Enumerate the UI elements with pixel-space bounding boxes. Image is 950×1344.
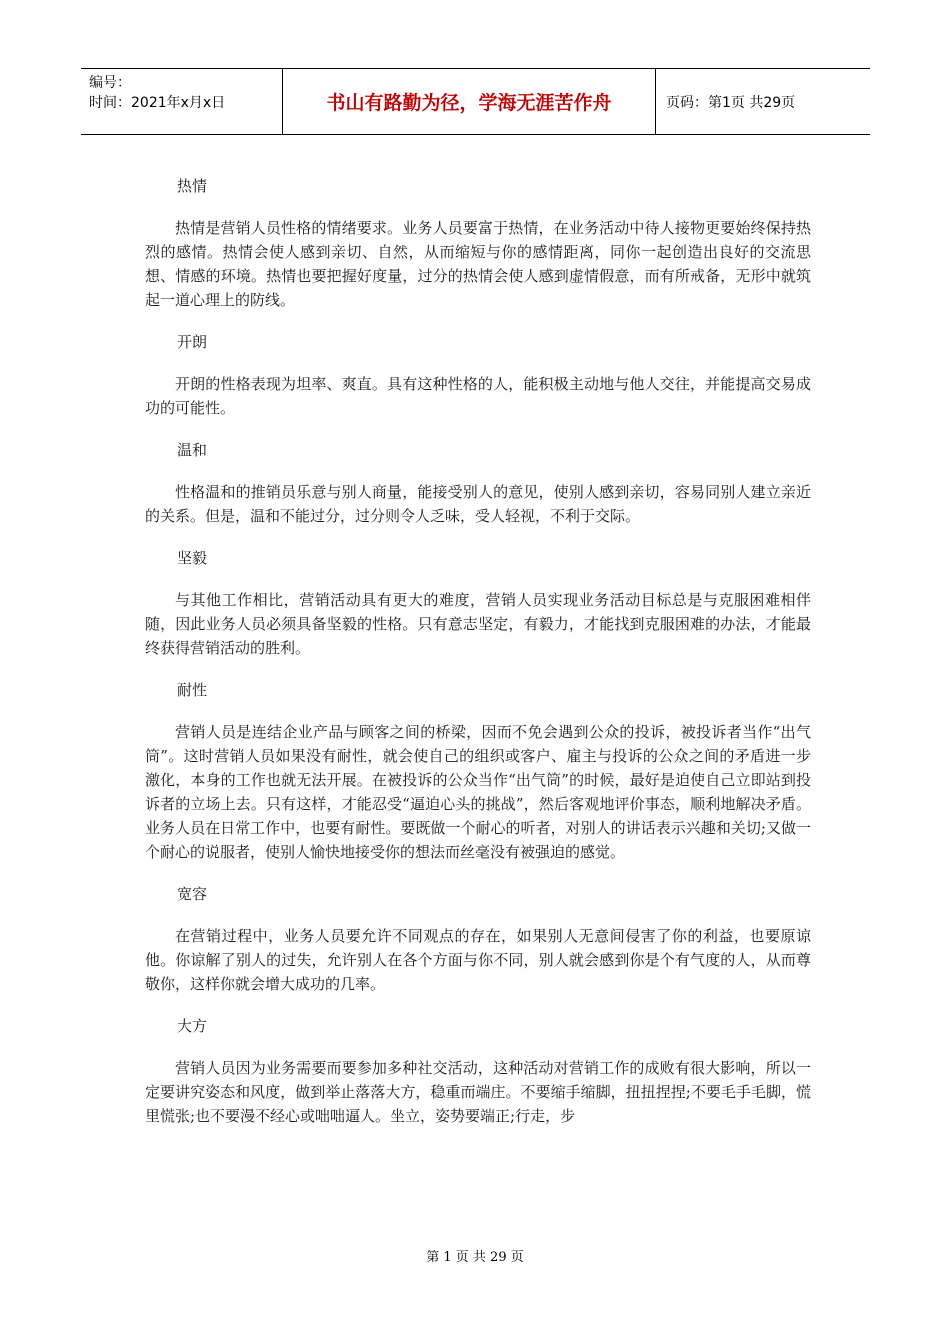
- section-heading: 开朗: [177, 333, 208, 351]
- section-paragraph: 营销人员是连结企业产品与顾客之间的桥梁，因而不免会遇到公众的投诉，被投诉者当作“出气筒”。这时营销人员如果没有耐性，就会使自己的组织或客户、雇主与投诉的公众之间的矛盾进一步激化，本身的工作也就无法开展。在被投诉的公众当作“出气筒”的时候，最好是迫使自己立即站到投诉者的立场上去。只有这样，才能忍受“逼迫心头的挑战”，然后客观地评价事态，顺利地解决矛盾。业务人员在日常工作中，也要有耐性。要既做一个耐心的听者，对别人的讲话表示兴趣和关切;又做一个耐心的说服者，使别人愉快地接受你的想法而丝毫没有被强迫的感觉。: [145, 723, 811, 861]
- section-generous: [145, 1014, 811, 1128]
- section-tolerance: [145, 882, 811, 996]
- section-heading: 热情: [177, 177, 208, 195]
- header-meta: [81, 69, 283, 134]
- document-date: 时间：2021年x月x日: [89, 95, 226, 111]
- section-heading: 宽容: [177, 885, 208, 903]
- section-heading: 大方: [177, 1017, 208, 1035]
- section-heading: 耐性: [177, 681, 208, 699]
- section-paragraph: 性格温和的推销员乐意与别人商量，能接受别人的意见，使别人感到亲切，容易同别人建立亲近的关系。但是，温和不能过分，过分则令人乏味，受人轻视，不利于交际。: [145, 483, 811, 525]
- section-enthusiasm: [145, 174, 811, 312]
- section-paragraph: 与其他工作相比，营销活动具有更大的难度，营销人员实现业务活动目标总是与克服困难相伴随，因此业务人员必须具备坚毅的性格。只有意志坚定，有毅力，才能找到克服困难的办法，才能最终获得营销活动的胜利。: [145, 591, 811, 657]
- document-number-label: 编号：: [89, 75, 131, 91]
- section-paragraph: 热情是营销人员性格的情绪要求。业务人员要富于热情，在业务活动中待人接物更要始终保持热烈的感情。热情会使人感到亲切、自然，从而缩短与你的感情距离，同你一起创造出良好的交流思想、情感的环境。热情也要把握好度量，过分的热情会使人感到虚情假意，而有所戒备，无形中就筑起一道心理上的防线。: [145, 219, 811, 309]
- section-heading: 坚毅: [177, 549, 208, 567]
- section-cheerful: [145, 330, 811, 420]
- section-paragraph: 在营销过程中，业务人员要允许不同观点的存在，如果别人无意间侵害了你的利益，也要原谅他。你谅解了别人的过失，允许别人在各个方面与你不同，别人就会感到你是个有气度的人，从而尊敬你，这样你就会增大成功的几率。: [145, 927, 811, 993]
- section-heading: 温和: [177, 441, 208, 459]
- page-footer: 第 1 页 共 29 页: [426, 1250, 524, 1265]
- section-paragraph: 开朗的性格表现为坦率、爽直。具有这种性格的人，能积极主动地与他人交往，并能提高交易成功的可能性。: [145, 375, 811, 417]
- section-perseverance: [145, 546, 811, 660]
- section-gentle: [145, 438, 811, 528]
- header-page-info: 页码：第1页 共29页: [666, 94, 796, 111]
- page-header: [81, 68, 870, 135]
- document-body: [145, 174, 811, 1146]
- section-patience: [145, 678, 811, 864]
- header-motto: 书山有路勤为径，学海无涯苦作舟: [283, 69, 656, 134]
- section-paragraph: 营销人员因为业务需要而要参加多种社交活动，这种活动对营销工作的成败有很大影响，所以一定要讲究姿态和风度，做到举止落落大方，稳重而端庄。不要缩手缩脚，扭扭捏捏;不要毛手毛脚，慌里慌张;也不要漫不经心或咄咄逼人。坐立，姿势要端正;行走，步: [145, 1059, 811, 1125]
